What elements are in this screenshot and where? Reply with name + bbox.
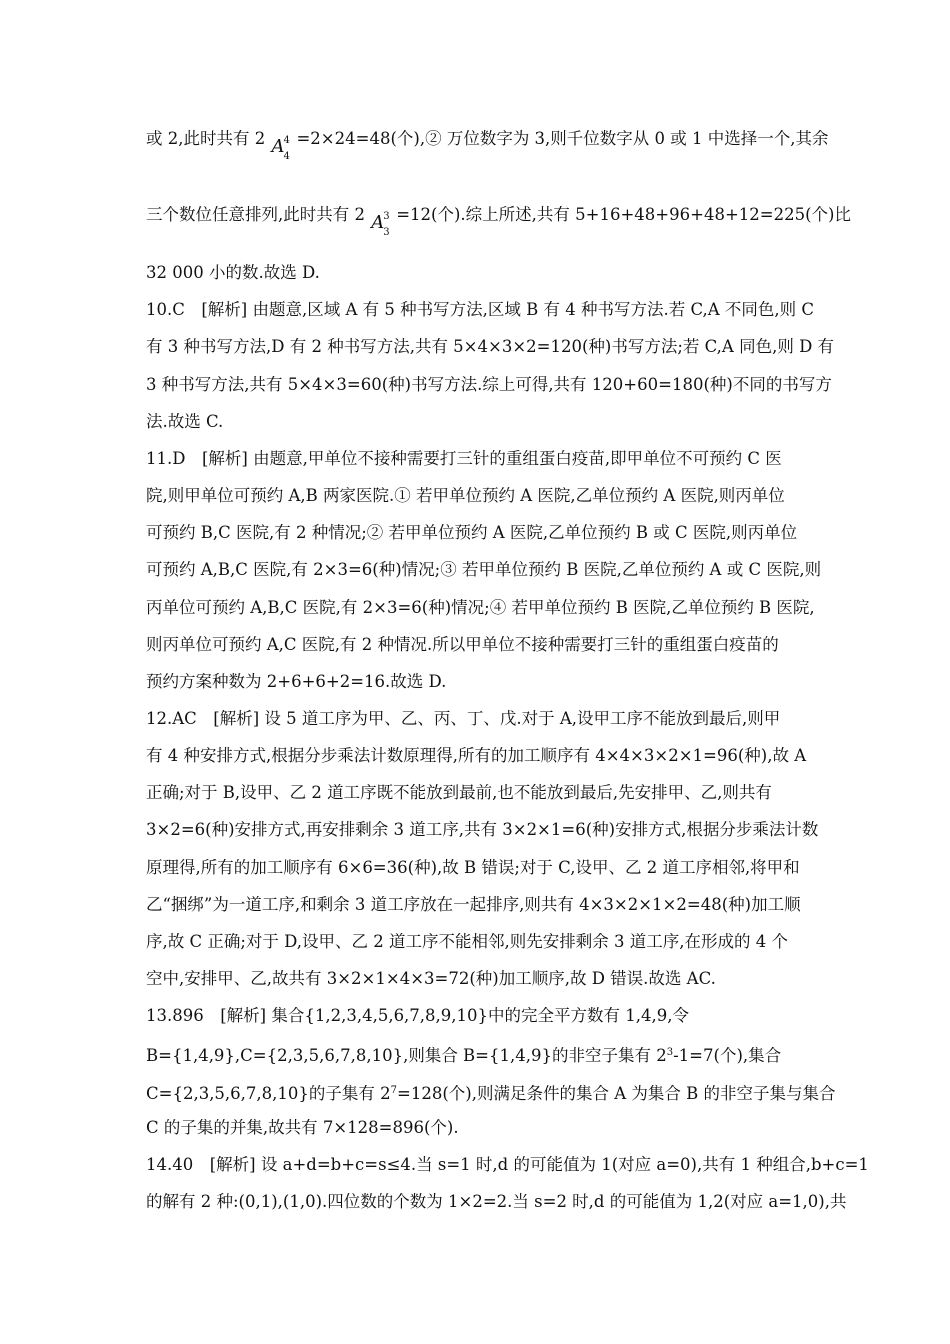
permutation-symbol: A 4 4 — [271, 135, 290, 162]
text-line-14: 预约方案种数为 2+6+6+2=16.故选 D. — [146, 672, 447, 691]
text-line-16: 有 4 种安排方式,根据分步乘法计数原理得,所有的加工顺序有 4×4×3×2×1=96(种),故 A — [146, 746, 807, 765]
text-line-27: 14.40 [解析] 设 a+d=b+c=s≤4.当 s=1 时,d 的可能值为 1(对应 a=0),共有 1 种组合,b+c=1 — [146, 1155, 869, 1174]
text-line-22: 空中,安排甲、乙,故共有 3×2×1×4×3=72(种)加工顺序,故 D 错误.故选 AC. — [146, 969, 716, 988]
text-line-21: 序,故 C 正确;对于 D,设甲、乙 2 道工序不能相邻,则先安排剩余 3 道工序,在形成的 4 个 — [146, 932, 789, 951]
text-line-26: C 的子集的并集,故共有 7×128=896(个). — [146, 1118, 459, 1137]
text-line-13: 则丙单位可预约 A,C 医院,有 2 种情况.所以甲单位不接种需要打三针的重组蛋白疫苗的 — [146, 635, 779, 654]
text-line-28: 的解有 2 种:(0,1),(1,0).四位数的个数为 1×2=2.当 s=2 时,d 的可能值为 1,2(对应 a=1,0),共 — [146, 1192, 847, 1211]
text-line-6: 3 种书写方法,共有 5×4×3=60(种)书写方法.综上可得,共有 120+60=180(种)不同的书写方 — [146, 375, 832, 394]
text-line-3: 32 000 小的数.故选 D. — [146, 263, 320, 282]
text-line-9: 院,则甲单位可预约 A,B 两家医院.① 若甲单位预约 A 医院,乙单位预约 A 医院,则丙单位 — [146, 486, 785, 505]
exponent: 3 — [666, 1047, 674, 1058]
text-line-4: 10.C [解析] 由题意,区域 A 有 5 种书写方法,区域 B 有 4 种书写方法.若 C,A 不同色,则 C — [146, 300, 815, 319]
text-line-11: 可预约 A,B,C 医院,有 2×3=6(种)情况;③ 若甲单位预约 B 医院,乙单位预约 A 或 C 医院,则 — [146, 560, 822, 579]
text-line-18: 3×2=6(种)安排方式,再安排剩余 3 道工序,共有 3×2×1=6(种)安排方式,根据分步乘法计数 — [146, 820, 819, 839]
text-line-10: 可预约 B,C 医院,有 2 种情况;② 若甲单位预约 A 医院,乙单位预约 B 或 C 医院,则丙单位 — [146, 523, 798, 542]
text-line-17: 正确;对于 B,设甲、乙 2 道工序既不能放到最前,也不能放到最后,先安排甲、乙,则共有 — [146, 783, 772, 802]
text-line-23: 13.896 [解析] 集合{1,2,3,4,5,6,7,8,9,10}中的完全平方数有 1,4,9,令 — [146, 1006, 690, 1025]
text-line-25: C={2,3,5,6,7,8,10}的子集有 $2^7=128$(个),则满足条件的集合 A 为集合 B 的非空子集与集合 — [146, 1084, 836, 1103]
text-line-20: 乙“捆绑”为一道工序,和剩余 3 道工序放在一起排序,则共有 4×3×2×1×2=48(种)加工顺 — [146, 895, 801, 914]
text-line-1: 或 2,此时共有 2 A 4 4 =2×24=48(个),② 万位数字为 3,则千位数字从 0 或 1 中选择一个,其余 — [146, 129, 829, 162]
exponent: 7 — [390, 1085, 398, 1096]
text-line-24: B={1,4,9},C={2,3,5,6,7,8,10},则集合 B={1,4,9}的非空子集有 $2^3-1=7$(个),集合 — [146, 1046, 782, 1065]
text-line-8: 11.D [解析] 由题意,甲单位不接种需要打三针的重组蛋白疫苗,即甲单位不可预约 C 医 — [146, 449, 782, 468]
permutation-symbol: A 3 3 — [371, 211, 390, 238]
text-line-15: 12.AC [解析] 设 5 道工序为甲、乙、丙、丁、戊.对于 A,设甲工序不能放到最后,则甲 — [146, 709, 781, 728]
text-line-12: 丙单位可预约 A,B,C 医院,有 2×3=6(种)情况;④ 若甲单位预约 B 医院,乙单位预约 B 医院, — [146, 598, 815, 617]
text-line-2: 三个数位任意排列,此时共有 2 A 3 3 =12(个).综上所述,共有 5+16+48+96+48+12=225(个)比 — [146, 205, 851, 238]
text-line-7: 法.故选 C. — [146, 412, 224, 431]
text-line-19: 原理得,所有的加工顺序有 6×6=36(种),故 B 错误;对于 C,设甲、乙 2 道工序相邻,将甲和 — [146, 858, 800, 877]
text-line-5: 有 3 种书写方法,D 有 2 种书写方法,共有 5×4×3×2=120(种)书写方法;若 C,A 同色,则 D 有 — [146, 337, 835, 356]
